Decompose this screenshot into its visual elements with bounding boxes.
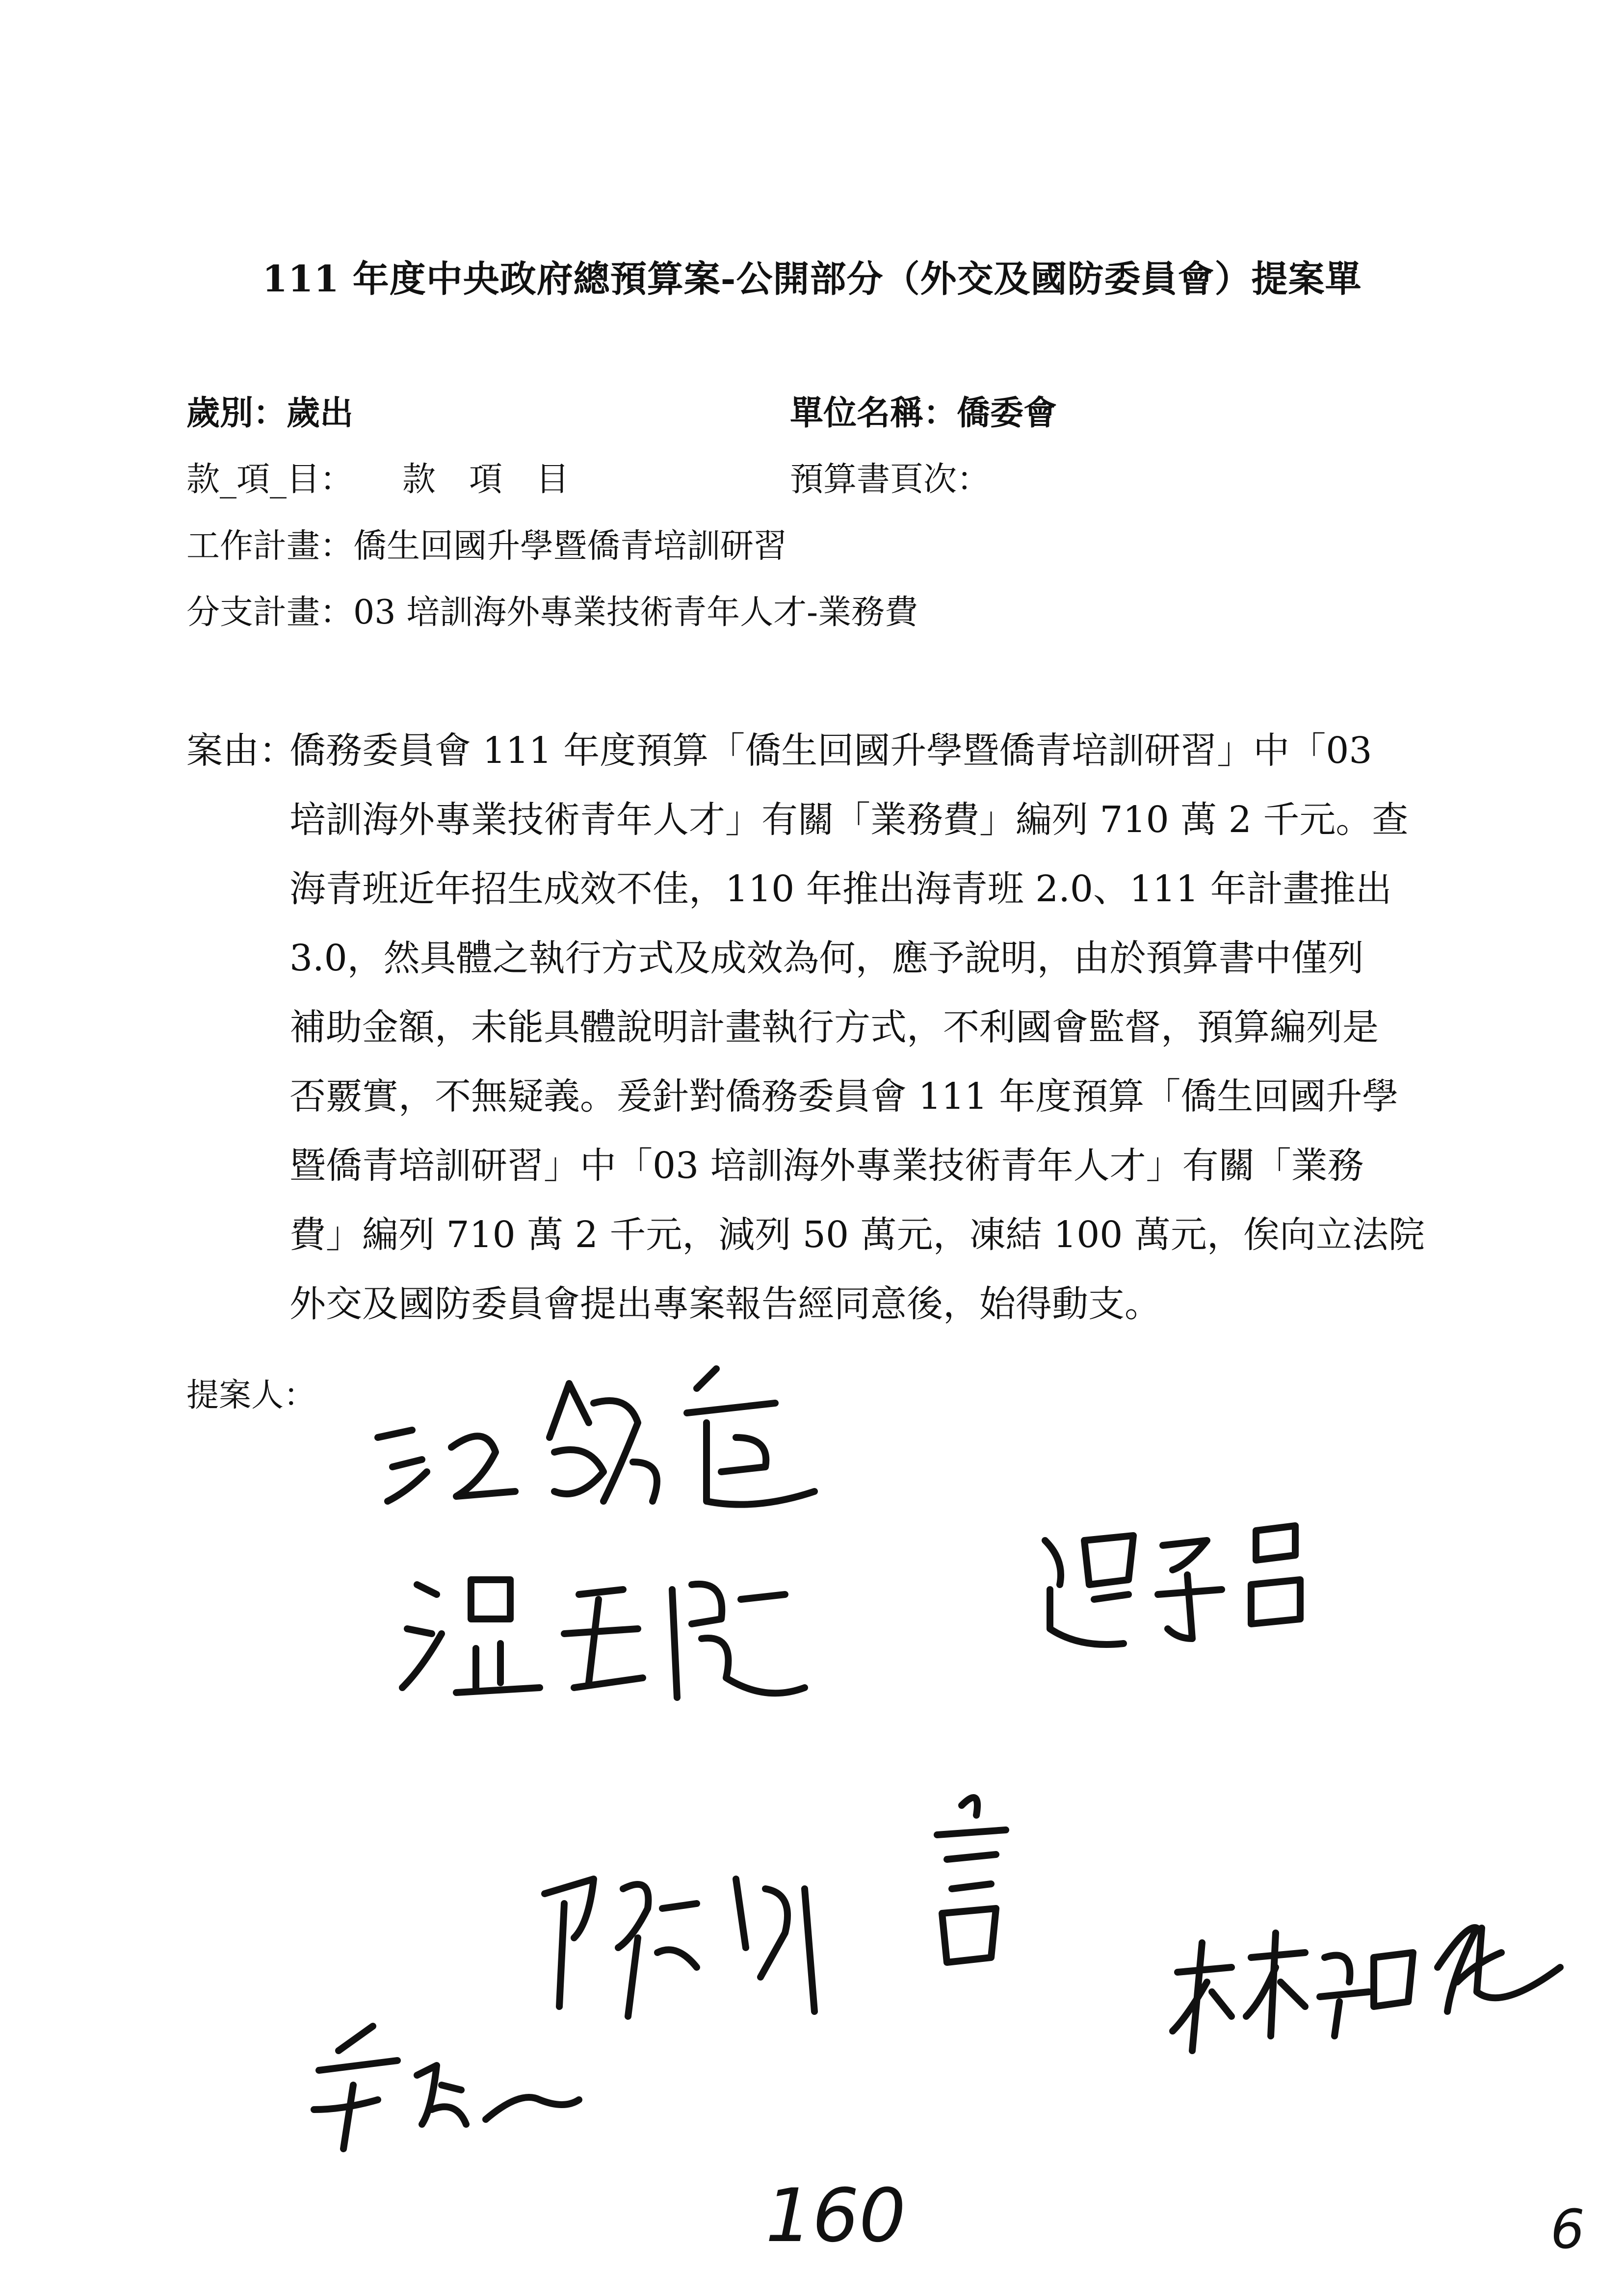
signature-1 [378, 1369, 814, 1505]
case-label: 案由： [186, 730, 295, 772]
case-line-8: 費」編列 710 萬 2 千元，減列 50 萬元，凍結 100 萬元，俟向立法院 [289, 1214, 1425, 1256]
document-title: 111 年度中央政府總預算案-公開部分（外交及國防委員會）提案單 [262, 258, 1362, 300]
budget-category: 歲別：歲出 [186, 393, 354, 433]
signature-3 [1045, 1526, 1300, 1644]
case-line-1: 僑務委員會 111 年度預算「僑生回國升學暨僑青培訓研習」中「03 [289, 730, 1372, 772]
signature-4 [545, 1798, 1006, 2016]
case-line-5: 補助金額，未能具體說明計畫執行方式，不利國會監督，預算編列是 [289, 1006, 1379, 1048]
unit-name: 單位名稱：僑委會 [790, 393, 1057, 433]
signature-6 [1173, 1928, 1560, 2051]
case-line-7: 暨僑青培訓研習」中「03 培訓海外專業技術青年人才」有關「業務 [289, 1145, 1364, 1187]
case-line-9: 外交及國防委員會提出專案報告經同意後，始得動支。 [289, 1283, 1161, 1325]
sub-plan: 分支計畫：03 培訓海外專業技術青年人才-業務費 [186, 593, 918, 632]
corner-mark: 6 [1550, 2198, 1585, 2261]
signature-2 [402, 1580, 805, 1697]
item-label: 款_項_目： [186, 460, 354, 499]
proposer-label: 提案人： [186, 1376, 316, 1414]
work-plan: 工作計畫：僑生回國升學暨僑青培訓研習 [186, 527, 787, 566]
item-value: 款 項 目 [402, 460, 570, 499]
case-line-3: 海青班近年招生成效不佳，110 年推出海青班 2.0、111 年計畫推出 [289, 868, 1392, 910]
signature-5 [314, 2026, 579, 2149]
handwritten-page-number: 160 [765, 2173, 906, 2259]
case-line-4: 3.0，然具體之執行方式及成效為何，應予說明，由於預算書中僅列 [289, 937, 1364, 979]
case-line-2: 培訓海外專業技術青年人才」有關「業務費」編列 710 萬 2 千元。查 [289, 799, 1409, 841]
budget-page-reference: 預算書頁次： [790, 460, 991, 499]
case-line-6: 否覈實，不無疑義。爰針對僑務委員會 111 年度預算「僑生回國升學 [289, 1075, 1399, 1118]
